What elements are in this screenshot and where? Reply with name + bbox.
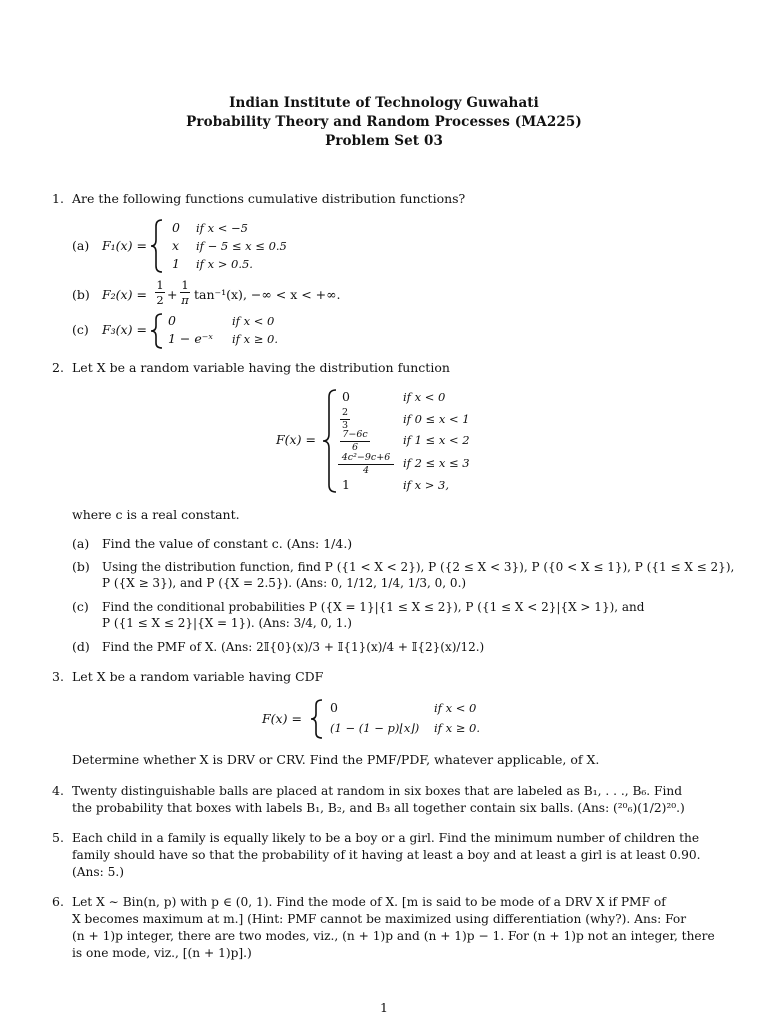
q3-brace — [310, 698, 324, 740]
q6-line4: is one mode, viz., [(n + 1)p].) — [72, 946, 252, 960]
q1a-brace — [150, 218, 164, 274]
q1a-lhs: F₁(x) = — [102, 238, 147, 253]
q2d-label: (d) — [72, 639, 90, 654]
q5-line1: Each child in a family is equally likely to be a boy or a girl. Find the minimum number of children the — [72, 831, 700, 845]
q1c-brace — [150, 312, 164, 350]
page-number: 1 — [380, 1000, 388, 1015]
q3-case2-cond: if x ≥ 0. — [434, 721, 480, 735]
q4-line1: Twenty distinguishable balls are placed at random in six boxes that are labeled as B₁, . . ., B₆. Find — [72, 784, 683, 798]
q1b-lhs: F₂(x) = — [102, 287, 147, 302]
q1b-frac1 — [155, 279, 165, 306]
q1c-case1-cond: if x < 0 — [232, 314, 275, 328]
q1c-label: (c) — [72, 322, 89, 337]
q5-number: 5. — [52, 830, 64, 845]
q6-line3: (n + 1)p integer, there are two modes, viz., (n + 1)p and (n + 1)p − 1. For (n + 1)p not an integer, there — [72, 929, 715, 943]
q2c-line1: Find the conditional probabilities P ({X = 1}|{1 ≤ X ≤ 2}), P ({1 ≤ X < 2}|{X > 1}), and — [102, 600, 645, 614]
q2-case4-frac: 4c²−9c+6 4 — [338, 453, 394, 476]
q2a-label: (a) — [72, 536, 90, 551]
q2-case1-cond: if x < 0 — [403, 390, 446, 404]
q2-where: where c is a real constant. — [72, 507, 240, 522]
q6-line2: X becomes maximum at m.] (Hint: PMF cannot be maximized using differentiation (why?). Ans: For — [72, 912, 687, 926]
q2-number: 2. — [52, 360, 64, 375]
q1c-case2-value: 1 − e⁻ˣ — [168, 331, 213, 346]
q2-case2-cond: if 0 ≤ x < 1 — [403, 412, 470, 426]
q1b-plus: + — [167, 287, 178, 302]
q1-number: 1. — [52, 191, 64, 206]
q1a-case1-cond: if x < −5 — [196, 221, 248, 235]
q1-text: Are the following functions cumulative distribution functions? — [72, 191, 466, 206]
q4-number: 4. — [52, 783, 64, 798]
q2b-label: (b) — [72, 559, 90, 574]
q2-text: Let X be a random variable having the distribution function — [72, 360, 450, 375]
q3-case1-cond: if x < 0 — [434, 701, 477, 715]
q2-case3-cond: if 1 ≤ x < 2 — [403, 433, 470, 447]
q1b-rest: tan⁻¹(x), −∞ < x < +∞. — [194, 287, 341, 302]
course-title: Probability Theory and Random Processes (MA225) — [186, 114, 582, 130]
q1c-lhs: F₃(x) = — [102, 322, 147, 337]
q1a-case3-value: 1 — [172, 256, 180, 271]
institute-title: Indian Institute of Technology Guwahati — [229, 95, 539, 111]
q6-number: 6. — [52, 894, 64, 909]
q2-case5-value: 1 — [342, 477, 350, 492]
q2-case2-frac: 2 3 — [341, 407, 349, 431]
q4-line2: the probability that boxes with labels B₁, B₂, and B₃ all together contain six balls. (Ans: (²⁰₆)(1/2)²⁰.) — [72, 801, 685, 815]
q3-number: 3. — [52, 669, 64, 684]
q3-text: Let X be a random variable having CDF — [72, 669, 324, 684]
q1b-frac2-num: 1 — [181, 278, 189, 292]
q2-case5-cond: if x > 3, — [403, 478, 449, 492]
q1a-case3-cond: if x > 0.5. — [196, 257, 253, 271]
q1a-case1-value: 0 — [172, 220, 180, 235]
q1b-frac2-den: π — [181, 293, 189, 307]
q2-case3-frac: 7−6c 6 — [340, 430, 370, 453]
q2b-line1: Using the distribution function, find P ({1 < X < 2}), P ({2 ≤ X < 3}), P ({0 < X ≤ 1}), P ({1 ≤ X ≤ 2}), — [102, 560, 735, 574]
q2a-line1: Find the value of constant c. (Ans: 1/4.) — [102, 536, 353, 551]
q3-lhs: F(x) = — [262, 711, 302, 726]
q2-brace — [322, 388, 338, 494]
q2d-line1: Find the PMF of X. (Ans: 2𝕀{0}(x)/3 + 𝕀{1}(x)/4 + 𝕀{2}(x)/12.) — [102, 640, 485, 654]
q3-after: Determine whether X is DRV or CRV. Find the PMF/PDF, whatever applicable, of X. — [72, 752, 600, 767]
q5-line3: (Ans: 5.) — [72, 865, 125, 879]
q2c-line2: P ({1 ≤ X ≤ 2}|{X = 1}). (Ans: 3/4, 0, 1.) — [102, 616, 352, 630]
q1a-label: (a) — [72, 238, 90, 253]
q1b-frac2 — [180, 279, 190, 306]
q1b-frac1-num: 1 — [156, 278, 164, 292]
q2c-label: (c) — [72, 599, 89, 614]
q6-line1: Let X ∼ Bin(n, p) with p ∈ (0, 1). Find the mode of X. [m is said to be mode of a DRV X if PMF of — [72, 895, 666, 909]
q2-lhs: F(x) = — [276, 432, 316, 447]
q2-case4-cond: if 2 ≤ x ≤ 3 — [403, 456, 470, 470]
q3-case2-value: (1 − (1 − p)⌊x⌋) — [330, 721, 420, 735]
q2b-line2: P ({X ≥ 3}), and P ({X = 2.5}). (Ans: 0, 1/12, 1/4, 1/3, 0, 0.) — [102, 576, 467, 590]
problem-set-title: Problem Set 03 — [325, 133, 443, 149]
q1c-case2-cond: if x ≥ 0. — [232, 332, 278, 346]
q1b-frac1-den: 2 — [156, 293, 164, 307]
q2-case1-value: 0 — [342, 389, 350, 404]
q3-case1-value: 0 — [330, 700, 338, 715]
q1c-case1-value: 0 — [168, 313, 176, 328]
q1a-case2-value: x — [172, 238, 180, 253]
q1b-label: (b) — [72, 287, 90, 302]
q1a-case2-cond: if − 5 ≤ x ≤ 0.5 — [196, 239, 287, 253]
q5-line2: family should have so that the probability of it having at least a boy and at least a girl is at least 0.90. — [72, 848, 701, 862]
